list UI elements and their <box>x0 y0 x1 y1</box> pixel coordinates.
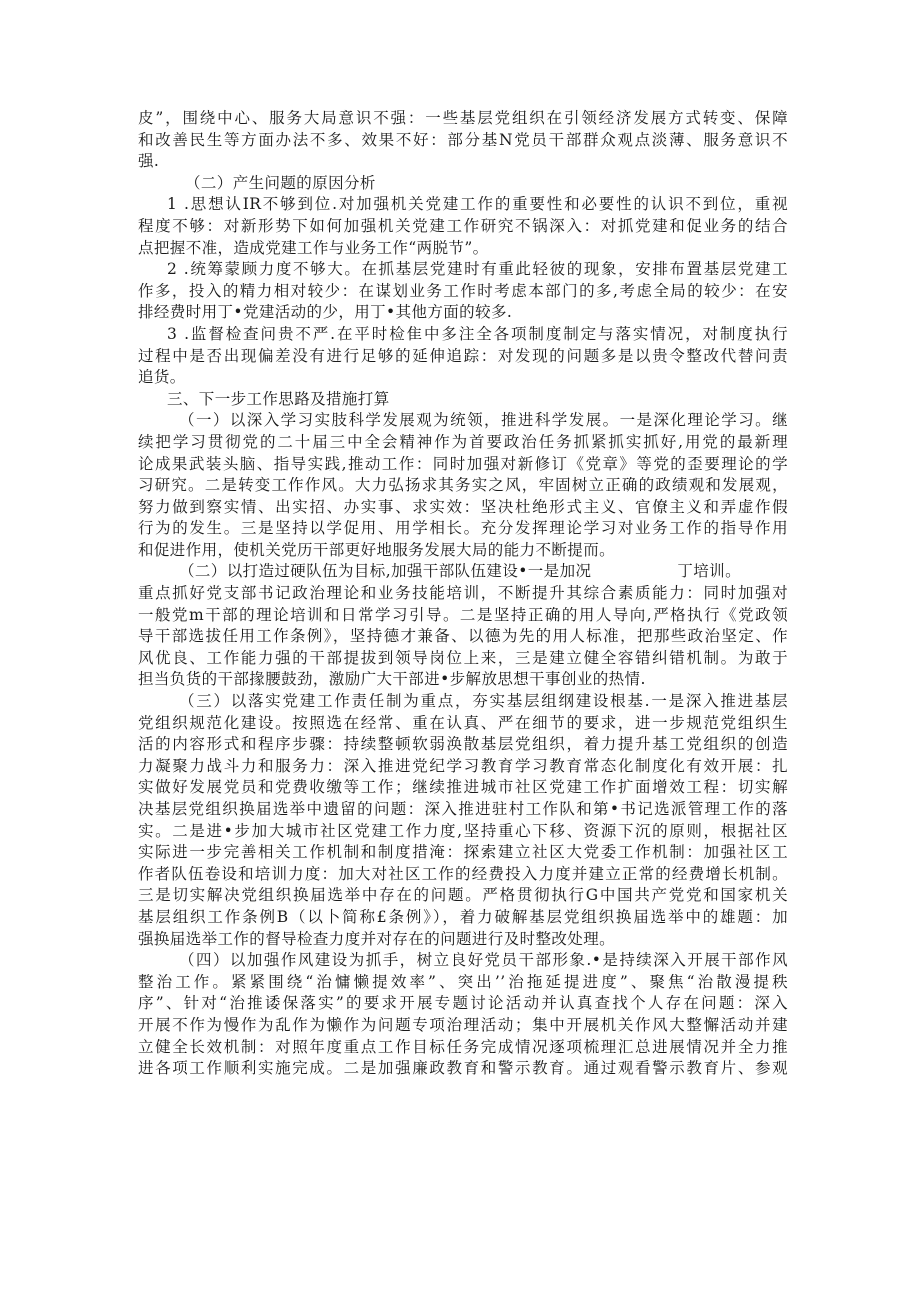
text-line: 2 .统筹蒙顾力度不够大。在抓基层党建时有重此轻彼的现象，安排布置基层党建工 <box>167 260 788 279</box>
text-line: 导干部选拔任用工作条例》，坚持德才兼备、以德为先的用人标准，把那些政治坚定、作 <box>138 627 788 646</box>
text-line: 过程中是否出现偏差没有进行足够的延伸追踪：对发现的问题多是以贵令整改代替问责 <box>138 346 788 365</box>
text-line-part: 丁培训。 <box>677 562 741 581</box>
text-line: 进各项工作顺利实施完成。二是加强廉政教育和警示教育。通过观看警示教育片、参观 <box>138 1059 788 1078</box>
text-line: 1 .思想认IR不够到位.对加强机关党建工作的重要性和必要性的认识不到位，重视 <box>167 195 788 214</box>
text-line: 程度不够：对新形势下如何加强机关党建工作研究不锅深入：对抓党建和促业务的结合 <box>138 216 788 235</box>
text-line: 三、下一步工作思路及措施打算 <box>167 389 390 408</box>
text-line: 三是切实解决党组织换届选举中存在的问题。严格贯彻执行G中国共产党党和国家机关 <box>138 886 788 905</box>
text-line: 实做好发展党员和党费收缴等工作；继续推进城市社区党建工作扩面增效工程：切实解 <box>138 778 788 797</box>
text-line: 作者队伍卷设和培训力度：加大对社区工作的经费投入力度并建立正常的经费增长机制。 <box>138 864 788 883</box>
text-line: （二）产生问题的原因分析 <box>185 173 376 192</box>
text-line: （三）以落实党建工作责任制为重点，夯实基层组纲建设根基.一是深入推进基层 <box>179 692 788 711</box>
text-line: 和改善民生等方面办法不多、效果不好：部分基N党员干部群众观点淡薄、服务意识不 <box>138 130 788 149</box>
text-line: 担当负货的干部掾腰鼓劲，激励广大干部进•步解放思想干事创业的热情. <box>138 670 646 689</box>
text-line: 党组织规范化建设。按照选在经常、重在认真、严在细节的要求，进一步规范党组织生 <box>138 713 788 732</box>
text-line: 一般党m干部的理论培训和日常学习引导。二是坚持正确的用人导向,严格执行《党政领 <box>138 605 788 624</box>
text-line: 点把握不准，造成党建工作与业务工作“两脱节”。 <box>138 238 489 257</box>
text-line: 活的内容形式和程序步骤：持续整顿软弱涣散基层党组织，着力提升基工党组织的创造 <box>138 735 788 754</box>
text-line <box>138 561 788 583</box>
text-line: 序”、针对“治推诿保落实”的要求开展专题讨论活动并认真查找个人存在问题：深入 <box>138 994 788 1013</box>
text-line: （四）以加强作风建设为抓手，树立良好党员干部形象.•是持续深入开展干部作风 <box>179 951 788 970</box>
text-line: 立健全长效机制：对照年度重点工作目标任务完成情况逐项梳理汇总进展情况并全力推 <box>138 1037 788 1056</box>
text-line: 强换届选举工作的督导检查力度并对存在的问题进行及时整改处理。 <box>138 929 616 948</box>
text-line: 论成果武装头脑、指导实践,推动工作：同时加强对新修订《党章》等党的歪要理论的学 <box>138 454 788 473</box>
text-line: 皮”，围绕中心、服务大局意识不强：一些基层党组织在引领经济发展方式转变、保障 <box>138 109 788 127</box>
text-line: 3 .监督检查问贵不严.在平时检隹中多注全各项制度制定与落实情况，对制度执行 <box>167 324 788 343</box>
text-line: 重点抓好党支部书记政治理论和业务技能培训，不断提升其综合素质能力：同时加强对 <box>138 584 788 603</box>
document-body <box>138 108 788 1080</box>
text-line: 实。二是进•步加大城市社区党建工作力度,坚持重心下移、资源下沉的原则，根据社区 <box>138 821 788 840</box>
text-line: 努力做到察实情、出实招、办实事、求实效：坚决杜绝形式主义、官僚主义和弄虚作假 <box>138 497 788 516</box>
text-line: 整治工作。紧紧围绕“治慵懒提效率”、突出’’治拖延提进度”、聚焦“治散漫提秩 <box>138 972 788 991</box>
text-line: 追货。 <box>138 368 186 387</box>
text-line: （一）以深入学习实肢科学发展观为统领，推进科学发展。一是深化理论学习。继 <box>179 411 788 430</box>
text-line: 基层组织工作条例B（以卜简称£条例》），着力破解基层党组织换届选举中的雄题：加 <box>138 907 788 926</box>
text-line: 和促进作用，使机关党历干部更好地服务发展大局的能力不断提而。 <box>138 540 616 559</box>
text-line: 风优良、工作能力强的干部提拔到领导岗位上来，三是建立健全容错纠错机制。为敢于 <box>138 648 788 667</box>
text-line: 作多，投入的精力相对较少：在谋划业务工作时考虑本部门的多,考虑全局的较少：在安 <box>138 281 788 300</box>
text-line-part: （二）以打造过硬队伍为目标,加强干部队伍建设•一是加况 <box>179 562 592 581</box>
text-line: 力凝聚力战斗力和服务力：深入推进党纪学习教育学习教育常态化制度化有效开展：扎 <box>138 756 788 775</box>
text-line: 开展不作为慢作为乱作为懒作为问题专项治理活动；集中开展机关作风大整懈活动并建 <box>138 1015 788 1034</box>
text-line: 习研究。二是转变工作作风。大力弘扬求其务实之风，牢固树立正确的政绩观和发展观， <box>138 476 788 495</box>
text-line: 实际进一步完善相关工作机制和制度措淹：探索建立社区大党委工作机制：加强社区工 <box>138 843 788 862</box>
text-line: 排经费时用丁•党建活动的少，用丁•其他方面的较多. <box>138 303 513 322</box>
text-line: 强. <box>138 152 160 171</box>
text-line: 续把学习贯彻党的二十届三中全会精神作为首要政治任务抓紧抓实抓好,用党的最新理 <box>138 432 788 451</box>
text-line: 行为的发生。三是坚持以学促用、用学相长。充分发挥理论学习对业务工作的指导作用 <box>138 519 788 538</box>
text-line: 决基层党组织换届选举中遗留的问题：深入推进驻村工作队和第•书记选派管理工作的落 <box>138 800 788 818</box>
